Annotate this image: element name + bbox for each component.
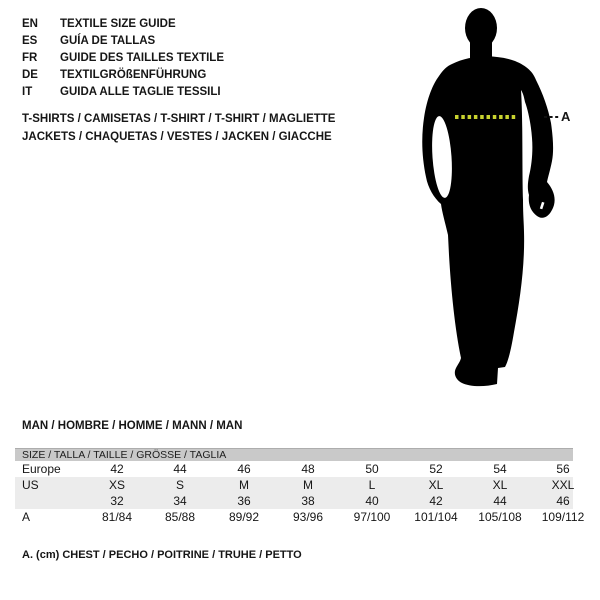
size-cell: 38 xyxy=(301,494,315,508)
size-cell: 44 xyxy=(173,462,187,476)
table-row-us-numeric xyxy=(15,493,573,509)
size-cell: M xyxy=(303,478,313,492)
garment-line-tshirts: T-SHIRTS / CAMISETAS / T-SHIRT / T-SHIRT / MAGLIETTE xyxy=(22,113,336,125)
size-cell: 46 xyxy=(556,494,570,508)
size-cell: 93/96 xyxy=(292,510,324,524)
size-table xyxy=(15,448,585,525)
size-cell: S xyxy=(175,478,184,492)
man-silhouette xyxy=(410,0,575,400)
silhouette-neck xyxy=(470,38,492,60)
row-label: US xyxy=(22,478,39,492)
table-row-us xyxy=(15,477,573,493)
silhouette-body xyxy=(422,56,554,386)
table-row-chest xyxy=(15,509,585,525)
size-cell: XL xyxy=(492,478,508,492)
garment-types xyxy=(22,110,335,146)
size-cell: 50 xyxy=(365,462,379,476)
row-label: Europe xyxy=(22,462,61,476)
language-row xyxy=(22,67,224,84)
size-cell: 34 xyxy=(173,494,187,508)
language-row xyxy=(22,84,224,101)
section-title-man: MAN / HOMBRE / HOMME / MANN / MAN xyxy=(22,420,243,432)
size-cell: 97/100 xyxy=(353,510,391,524)
size-cell: 46 xyxy=(237,462,251,476)
language-code: IT xyxy=(22,86,33,98)
language-code: FR xyxy=(22,52,38,64)
size-cell: 85/88 xyxy=(164,510,196,524)
language-row xyxy=(22,33,224,50)
size-cell: 42 xyxy=(110,462,124,476)
size-cell: 52 xyxy=(429,462,443,476)
size-cell: 89/92 xyxy=(228,510,260,524)
language-label: TEXTILE SIZE GUIDE xyxy=(60,18,176,30)
row-label: A xyxy=(22,510,31,524)
language-list xyxy=(22,16,224,101)
size-cell: 109/112 xyxy=(541,510,585,524)
language-label: GUIDE DES TAILLES TEXTILE xyxy=(60,52,224,64)
size-cell: XXL xyxy=(551,478,575,492)
footnote-chest: A. (cm) CHEST / PECHO / POITRINE / TRUHE / PETTO xyxy=(22,549,302,561)
size-cell: L xyxy=(368,478,376,492)
size-cell: 32 xyxy=(110,494,124,508)
size-cell: 54 xyxy=(493,462,507,476)
size-cell: 44 xyxy=(493,494,507,508)
language-label: GUÍA DE TALLAS xyxy=(60,35,156,47)
size-cell: 56 xyxy=(556,462,570,476)
measure-label-a: A xyxy=(561,109,571,124)
size-cell: 36 xyxy=(237,494,251,508)
language-code: EN xyxy=(22,18,38,30)
language-code: DE xyxy=(22,69,38,81)
table-row-europe xyxy=(15,461,573,477)
language-label: TEXTILGRÖßENFÜHRUNG xyxy=(60,69,207,81)
language-label: GUIDA ALLE TAGLIE TESSILI xyxy=(60,86,221,98)
size-cell: 101/104 xyxy=(414,510,458,524)
language-code: ES xyxy=(22,35,38,47)
language-row xyxy=(22,50,224,67)
size-cell: 48 xyxy=(301,462,315,476)
size-cell: 40 xyxy=(365,494,379,508)
size-table-header: SIZE / TALLA / TAILLE / GRÖSSE / TAGLIA xyxy=(15,448,573,461)
size-cell: 81/84 xyxy=(101,510,133,524)
garment-line-jackets: JACKETS / CHAQUETAS / VESTES / JACKEN / GIACCHE xyxy=(22,131,332,143)
size-cell: 42 xyxy=(429,494,443,508)
size-cell: 105/108 xyxy=(478,510,522,524)
size-cell: XL xyxy=(428,478,444,492)
size-cell: M xyxy=(239,478,249,492)
size-cell: XS xyxy=(108,478,125,492)
language-row xyxy=(22,16,224,33)
